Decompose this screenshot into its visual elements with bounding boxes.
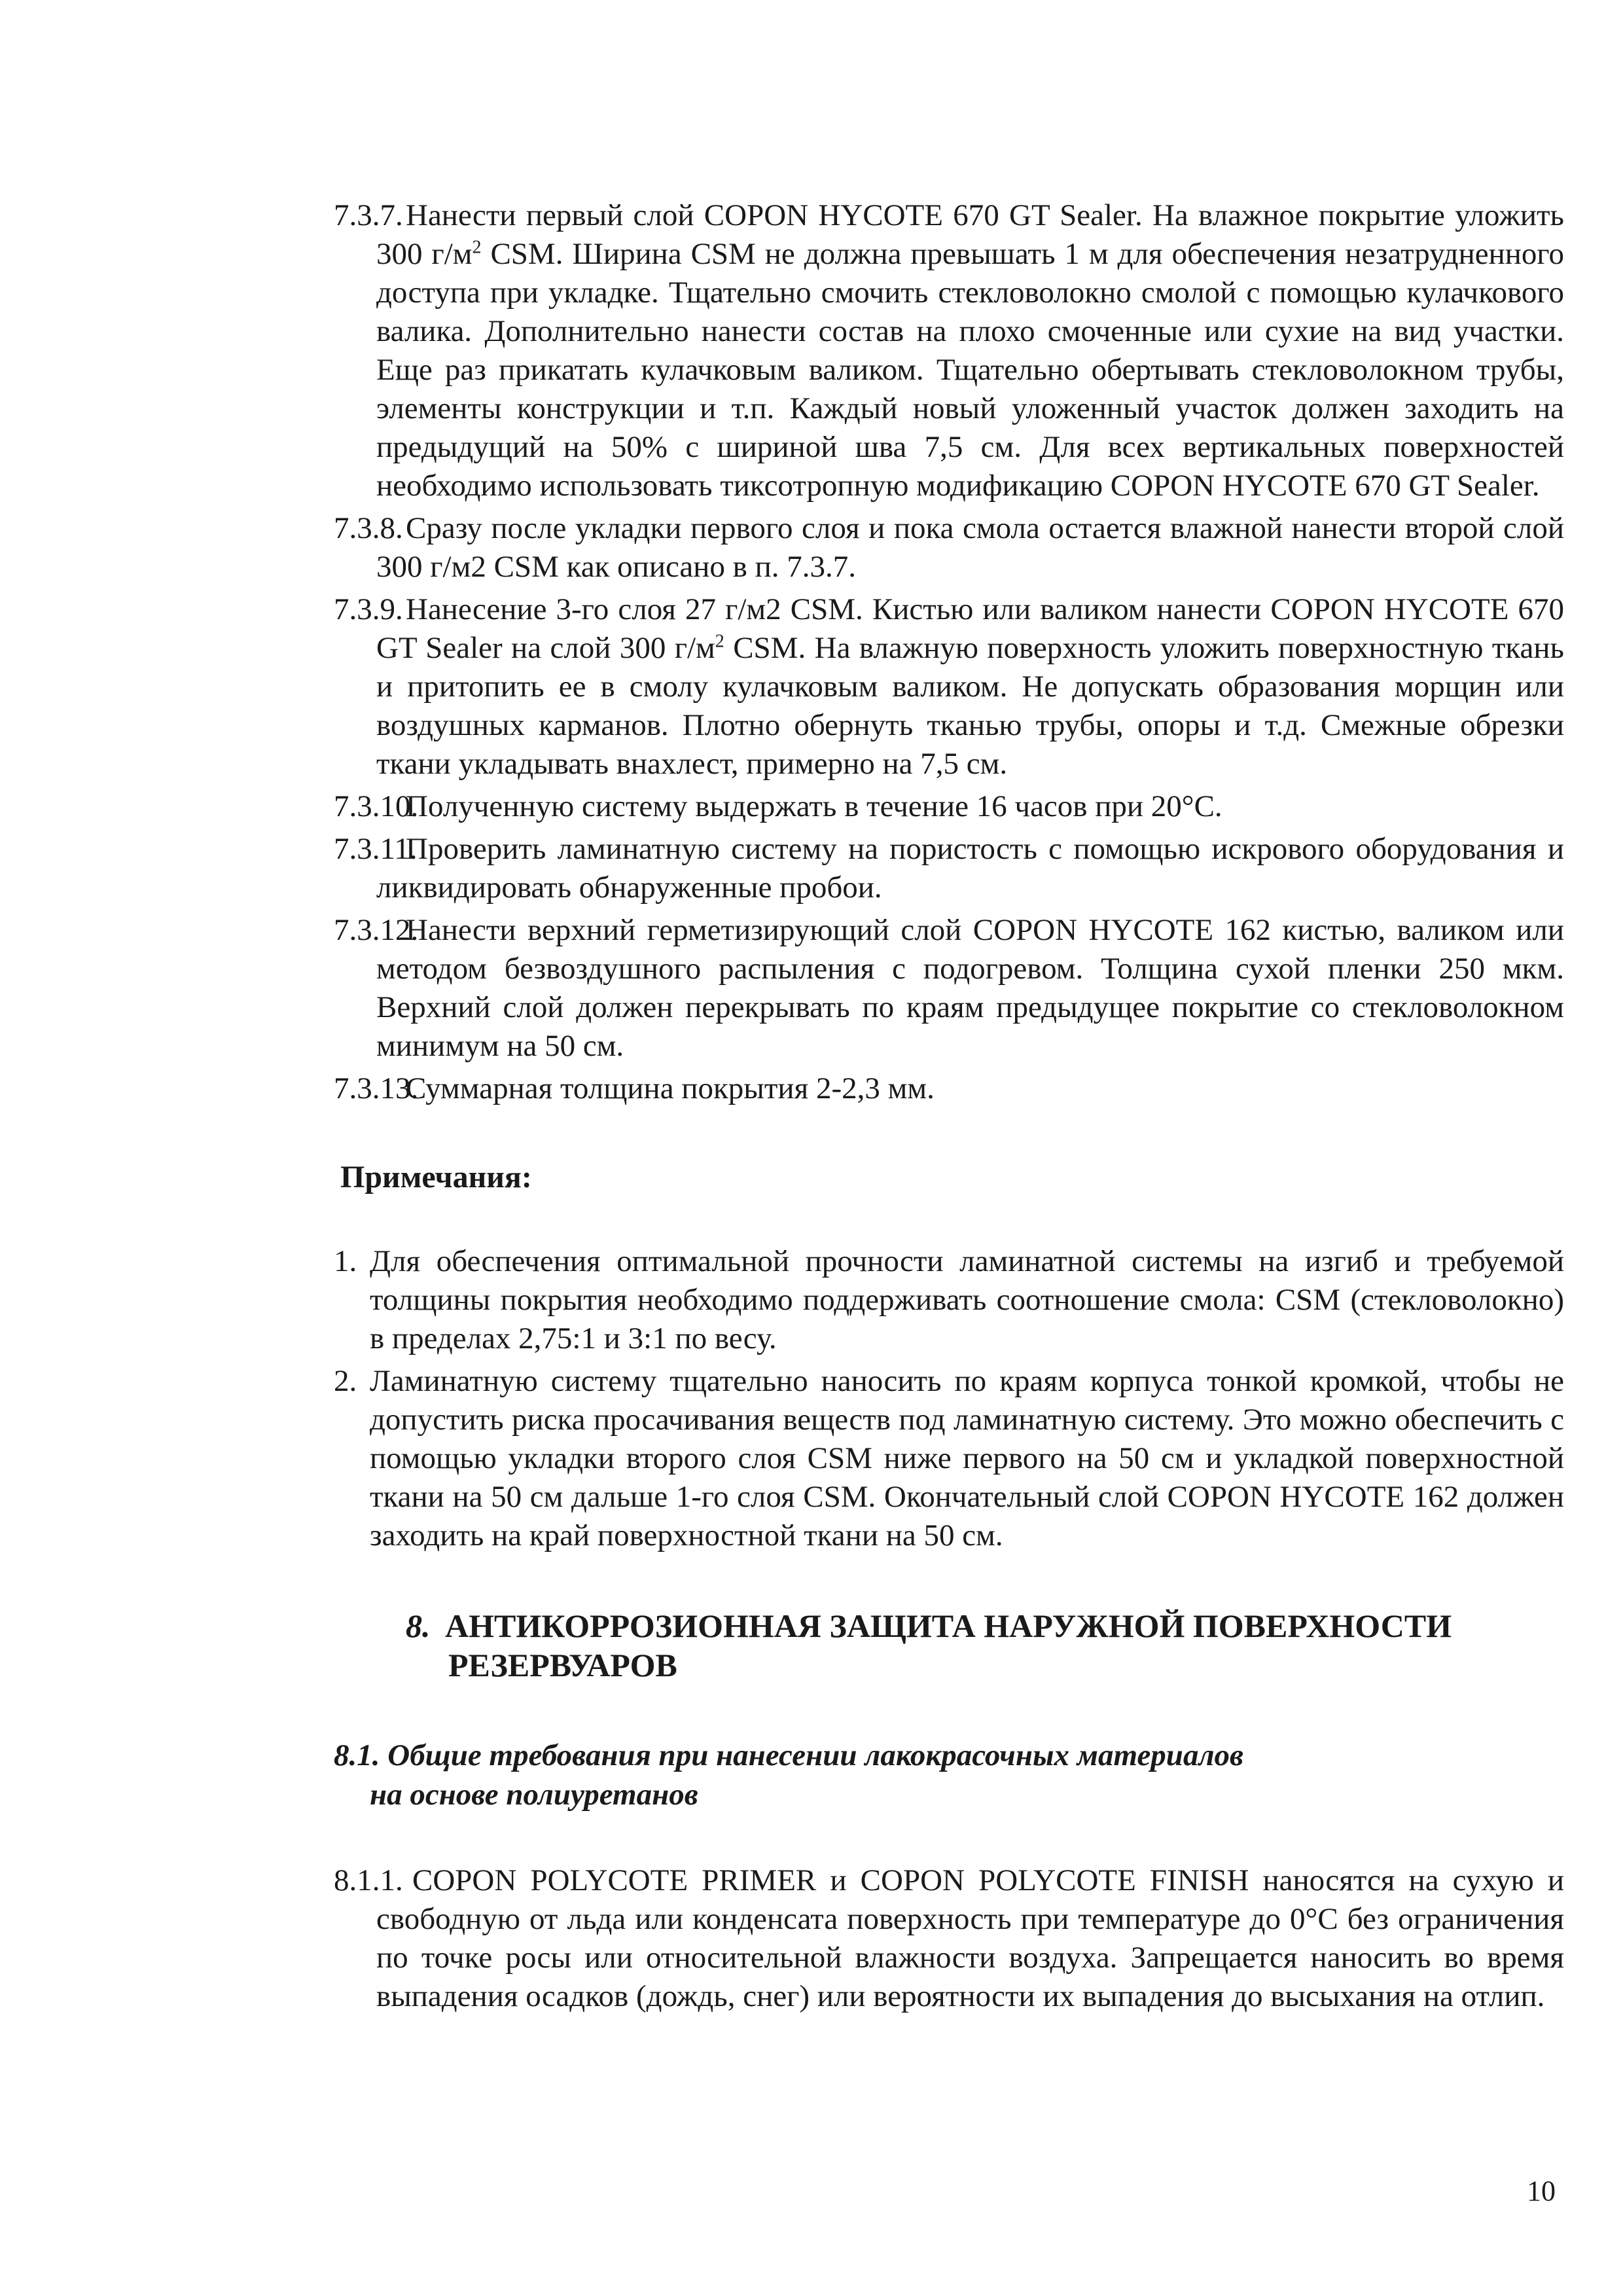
note-number: 1. [334,1244,357,1278]
paragraph-text: Нанести верхний герметизирующий слой COPON HYCOTE 162 кистью, валиком или методом безвоздушного распыления с подогревом. Толщина сухой пленки 250 мкм. Верхний слой должен перекрывать по краям предыдущее покрытие со стекловолокном минимум на 50 см. [376,913,1564,1063]
paragraph-number: 7.3.8. [334,511,403,545]
page-content [334,196,1564,2016]
note-number: 2. [334,1364,357,1398]
paragraph-7-3-13 [334,1069,1564,1108]
paragraph-7-3-11 [334,830,1564,907]
paragraph-number: 7.3.12. [334,913,419,947]
superscript: 2 [715,631,724,652]
section-title-line2: РЕЗЕРВУАРОВ [448,1647,677,1683]
paragraph-text: COPON POLYCOTE PRIMER и COPON POLYCOTE FINISH наносятся на сухую и свободную от льда или конденсата поверхность при температуре до 0°С без ограничения по точке росы или относительной влажности воздуха. Запрещается наносить во время выпадения осадков (дождь, снег) или вероятности их выпадения до высыхания на отлип. [376,1863,1564,2013]
section-title-line1: АНТИКОРРОЗИОННАЯ ЗАЩИТА НАРУЖНОЙ ПОВЕРХНОСТИ [445,1607,1452,1644]
paragraph-text: Полученную систему выдержать в течение 16 часов при 20°С. [406,789,1222,823]
note-2 [334,1362,1564,1555]
paragraph-7-3-8 [334,509,1564,586]
paragraph-7-3-7 [334,196,1564,505]
paragraph-text: Нанесение 3-го слоя 27 г/м2 CSM. Кистью или валиком нанести COPON HYCOTE 670 GT Sealer на слой 300 г/м [376,592,1564,665]
paragraph-number: 7.3.7. [334,198,403,232]
note-1 [334,1242,1564,1358]
paragraph-number: 8.1.1. [334,1863,403,1897]
note-text: Для обеспечения оптимальной прочности ламинатной системы на изгиб и требуемой толщины покрытия необходимо поддерживать соотношение смола: CSM (стекловолокно) в пределах 2,75:1 и 3:1 по весу. [370,1244,1564,1355]
subsection-title-line2: на основе полиуретанов [370,1778,698,1812]
section-number: 8. [406,1607,431,1644]
paragraph-text: Нанести первый слой COPON HYCOTE 670 GT Sealer. На влажное покрытие уложить 300 г/м [376,198,1564,271]
paragraph-number: 7.3.13. [334,1071,419,1105]
paragraph-text: CSM. Ширина CSM не должна превышать 1 м для обеспечения незатрудненного доступа при укладке. Тщательно смочить стекловолокно смолой с помощью кулачкового валика. Дополнительно нанести состав на плохо смоченные или сухие на вид участки. Еще раз прикатать кулачковым валиком. Тщательно обертывать стекловолокном трубы, элементы конструкции и т.п. Каждый новый уложенный участок должен заходить на предыдущий на 50% с шириной шва 7,5 см. Для всех вертикальных поверхностей необходимо использовать тиксотропную модификацию COPON HYCOTE 670 GT Sealer. [376,237,1564,503]
paragraph-text: Суммарная толщина покрытия 2-2,3 мм. [406,1071,935,1105]
section-8-heading [406,1606,1518,1685]
paragraph-7-3-10 [334,787,1564,826]
paragraph-number: 7.3.11. [334,832,418,866]
notes-heading: Примечания: [340,1160,532,1194]
page-number: 10 [1527,2175,1556,2207]
paragraph-text: Сразу после укладки первого слоя и пока смола остается влажной нанести второй слой 300 г/м2 CSM как описано в п. 7.3.7. [376,511,1564,584]
paragraph-7-3-9 [334,590,1564,783]
paragraph-number: 7.3.10. [334,789,419,823]
paragraph-text: Проверить ламинатную систему на пористость с помощью искрового оборудования и ликвидировать обнаруженные пробои. [376,832,1564,905]
subsection-title-line1: 8.1. Общие требования при нанесении лакокрасочных материалов [334,1738,1244,1772]
note-text: Ламинатную систему тщательно наносить по краям корпуса тонкой кромкой, чтобы не допустить риска просачивания веществ под ламинатную систему. Это можно обеспечить с помощью укладки второго слоя CSM ниже первого на 50 см и укладкой поверхностной ткани на 50 см дальше 1-го слоя CSM. Окончательный слой COPON HYCOTE 162 должен заходить на край поверхностной ткани на 50 см. [370,1364,1564,1552]
paragraph-8-1-1 [334,1861,1564,2016]
paragraph-number: 7.3.9. [334,592,403,626]
paragraph-7-3-12 [334,911,1564,1066]
paragraph-text: CSM. На влажную поверхность уложить поверхностную ткань и притопить ее в смолу кулачковым валиком. Не допускать образования морщин или воздушных карманов. Плотно обернуть тканью трубы, опоры и т.д. Смежные обрезки ткани укладывать внахлест, примерно на 7,5 см. [376,631,1564,781]
subsection-8-1-heading [334,1736,1564,1814]
superscript: 2 [472,237,482,258]
